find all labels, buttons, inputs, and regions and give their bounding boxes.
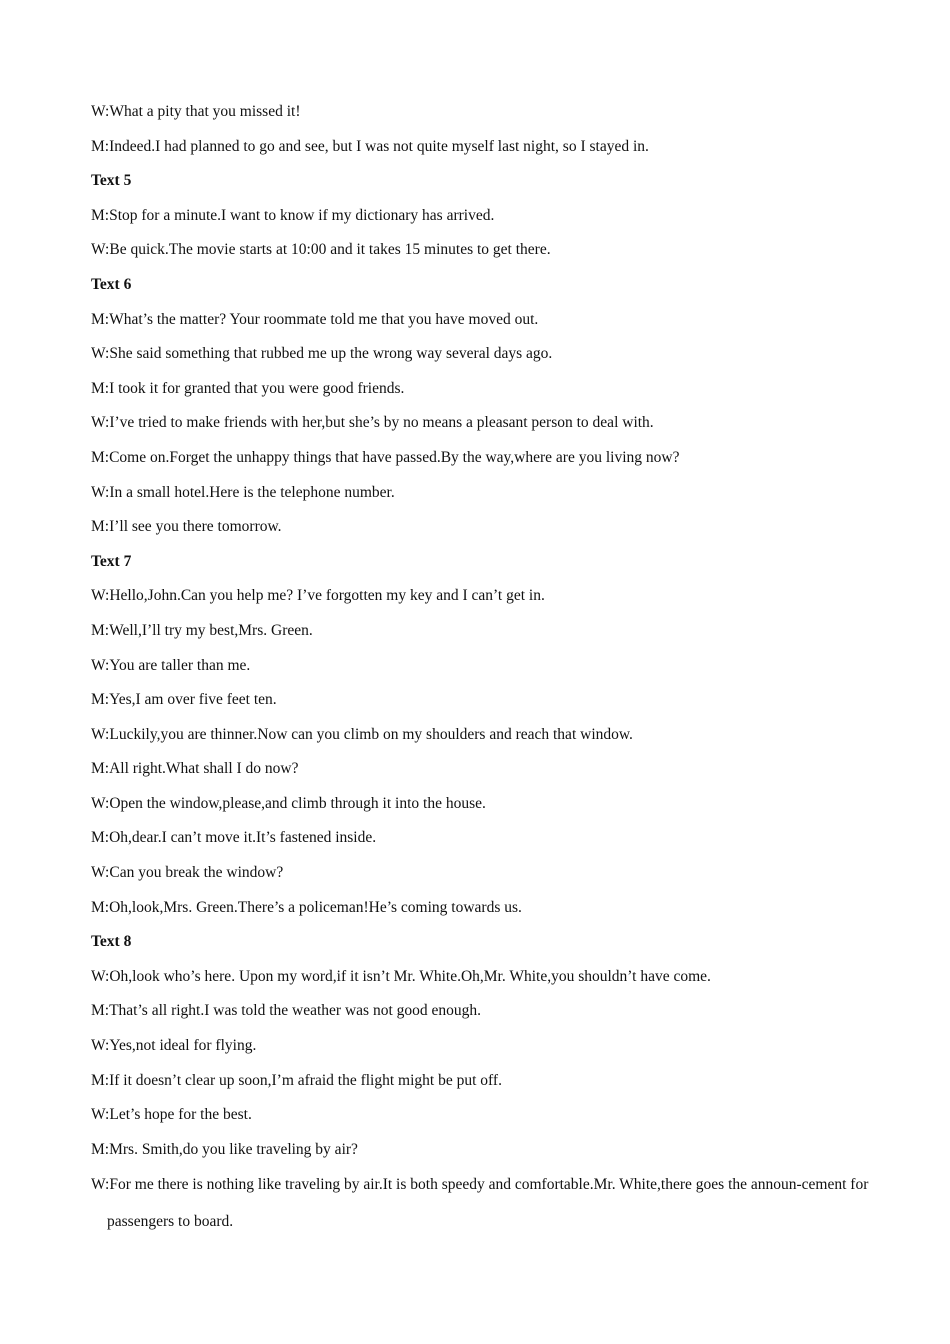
dialogue-line: M:If it doesn’t clear up soon,I’m afraid the flight might be put off. (91, 1071, 502, 1089)
dialogue-line: M:That’s all right.I was told the weather was not good enough. (91, 1002, 482, 1020)
dialogue-line: M:Well,I’ll try my best,Mrs. Green. (91, 621, 313, 639)
dialogue-line: W:Oh,look who’s here. Upon my word,if it isn’t Mr. White.Oh,Mr. White,you shouldn’t have come. (91, 967, 711, 985)
dialogue-line: W:I’ve tried to make friends with her,but she’s by no means a pleasant person to deal with. (91, 414, 654, 432)
dialogue-line: M:Come on.Forget the unhappy things that have passed.By the way,where are you living now? (91, 448, 680, 466)
section-heading: Text 5 (91, 172, 132, 190)
section-heading: Text 6 (91, 275, 132, 293)
dialogue-line: M:Indeed.I had planned to go and see, but I was not quite myself last night, so I stayed in. (91, 137, 649, 155)
dialogue-line: W:Luckily,you are thinner.Now can you climb on my shoulders and reach that window. (91, 725, 633, 743)
dialogue-line: W:Can you break the window? (91, 864, 284, 882)
dialogue-line: M:What’s the matter? Your roommate told me that you have moved out. (91, 310, 539, 328)
dialogue-line: W:Be quick.The movie starts at 10:00 and it takes 15 minutes to get there. (91, 241, 551, 259)
dialogue-line: W:Yes,not ideal for flying. (91, 1037, 257, 1055)
dialogue-line: W:Open the window,please,and climb through it into the house. (91, 794, 486, 812)
section-heading: Text 7 (91, 552, 132, 570)
dialogue-line: W:For me there is nothing like traveling by air.It is both speedy and comfortable.Mr. White,there goes the announ-cement for passengers to board. (91, 1176, 869, 1231)
dialogue-line: W:Let’s hope for the best. (91, 1106, 252, 1124)
dialogue-line: M:All right.What shall I do now? (91, 760, 299, 778)
dialogue-line: W:She said something that rubbed me up the wrong way several days ago. (91, 345, 553, 363)
dialogue-line: W:You are taller than me. (91, 656, 251, 674)
dialogue-line: M:Yes,I am over five feet ten. (91, 691, 277, 709)
section-heading: Text 8 (91, 933, 132, 951)
dialogue-line: M:Oh,dear.I can’t move it.It’s fastened inside. (91, 829, 377, 847)
dialogue-line: M:Oh,look,Mrs. Green.There’s a policeman!He’s coming towards us. (91, 898, 522, 916)
dialogue-line: M:I’ll see you there tomorrow. (91, 518, 282, 536)
dialogue-line: W:Hello,John.Can you help me? I’ve forgotten my key and I can’t get in. (91, 587, 545, 605)
dialogue-line: M:Stop for a minute.I want to know if my dictionary has arrived. (91, 206, 495, 224)
dialogue-line: W:In a small hotel.Here is the telephone number. (91, 483, 395, 501)
dialogue-line: W:What a pity that you missed it! (91, 103, 301, 120)
dialogue-line: M:Mrs. Smith,do you like traveling by air? (91, 1140, 358, 1158)
dialogue-line: M:I took it for granted that you were good friends. (91, 379, 405, 397)
document-page (91, 100, 871, 1251)
